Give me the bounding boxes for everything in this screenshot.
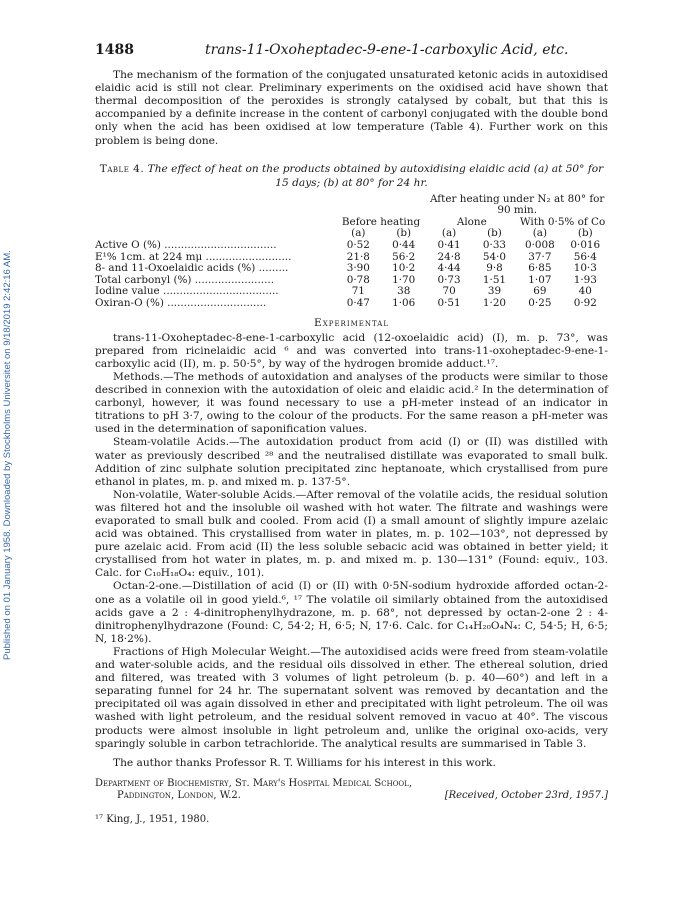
cell: 0·47 [346,297,370,309]
cell: 0·92 [573,297,597,309]
cell: 69 [533,285,547,298]
cell: 0·016 [570,239,601,252]
table-caption-text: The effect of heat on the products obtained by autoxidising elaidic acid (a) at 50° for 15 days; (b) at 80° for 24 hr. [147,162,604,189]
cell: 39 [487,285,502,298]
cell: 0·33 [482,239,507,252]
running-title: trans-11-Oxoheptadec-9-ene-1-carboxylic Acid, etc. [205,42,569,58]
cell: 0·51 [437,297,461,309]
row-label: 8- and 11-Oxoelaidic acids (%) ......... [95,263,289,275]
row-label: Iodine value ................................... [95,286,279,298]
page-body [95,44,608,826]
cell: 1·93 [573,273,597,286]
cell: 0·41 [437,239,461,252]
page-number: 1488 [95,42,134,58]
cell: 0·73 [437,273,461,286]
intro-paragraph: The mechanism of the formation of the conjugated unsaturated ketonic acids in autoxidised elaidic acid is still not clear. Preliminary experiments on the oxidised acid have shown that thermal decomposition of the peroxides is strongly catalysed by cobalt, but that this is accompanied by a definite increase in the content of carbonyl conjugated with the double bond only when the acid has been oxidised at low temperature (Table 4). Further work on this problem is being done. [95,69,608,147]
paragraph-steam-volatile: Steam-volatile Acids.—The autoxidation product from acid (I) or (II) was distilled with water as previously described ²⁸ and the neutralised distillate was evaporated to small bulk. Addition of zinc sulphate solution precipitated zinc heptanoate, which crystallised from pure ethanol in plates, m. p. and mixed m. p. 137·5°. [95,436,608,488]
paragraph-preparation: trans-11-Oxoheptadec-8-ene-1-carboxylic acid (12-oxoelaidic acid) (I), m. p. 73°, was prepared from ricinelaidic acid ⁶ and was converted into trans-11-oxoheptadec-9-ene-1-carboxylic acid (II), m. p. 50·5°, by way of the hydrogen bromide adduct.¹⁷. [95,331,608,370]
subhead-b: (b) [396,227,412,240]
row-label: Total carbonyl (%) ........................ [95,274,275,286]
cell: 56·2 [392,250,416,263]
cell: 70 [442,285,456,298]
paragraph-octanone: Octan-2-one.—Distillation of acid (I) or (II) with 0·5N-sodium hydroxide afforded octan-2-one as a volatile oil in good yield.⁶, ¹⁷ The volatile oil similarly obtained from the autoxidised acids gave a 2 : 4-dinitrophenylhydrazone, m. p. 68°, not depressed by octan-2-one 2 : 4-dinitrophenylhydrazone (Found: C, 54·2; H, 6·5; N, 17·6. Calc. for C₁₄H₂₀O₄N₄: C, 54·5; H, 6·5; N, 18·2%). [95,580,608,645]
table-row [95,240,608,252]
acknowledgement: The author thanks Professor R. T. Williams for his interest in this work. [113,756,496,769]
cell: 1·06 [392,297,416,309]
department-line-2: Paddington, London, W.2. [117,790,241,802]
paragraph-methods: Methods.—The methods of autoxidation and analyses of the products were similar to those described in connexion with the autoxidation of oleic and elaidic acid.² In the determination of carbonyl, however, it was found necessary to use a pH-meter instead of an indicator in titrations to pH 3·7, owing to the colour of the products. For the same reason a pH-meter was used in the determination of saponification values. [95,370,608,436]
subhead-a: (a) [351,227,366,240]
department-line-1: Department of Biochemistry, St. Mary's Hospital Medical School, [95,777,412,789]
cell: 0·25 [528,297,552,309]
row-label: E¹% 1cm. at 224 mμ .......................... [95,251,292,263]
cell: 0·008 [524,239,555,252]
cell: 9·8 [486,262,503,275]
paragraph-high-mw: Fractions of High Molecular Weight.—The autoxidised acids were freed from steam-volatile and water-soluble acids, and the residual oils dissolved in ether. The ethereal solution, dried and filtered, was treated with 3 volumes of light petroleum (b. p. 40—60°) and left in a separating funnel for 24 hr. The supernatant solvent was removed by decantation and the precipitated oil was again dissolved in ether and precipitated with light petroleum. The oil was washed with light petroleum, and the residual solvent removed in vacuo at 40°. The viscous products were almost insoluble in light petroleum and, unlike the original oxo-acids, very sparingly soluble in carbon tetrachloride. The analytical results are summarised in Table 3. [95,645,608,750]
subhead-b: (b) [487,227,502,240]
after-heating-header: After heating under N₂ at 80° for 90 min. [429,192,605,217]
cell: 0·44 [392,239,416,252]
paragraph-non-volatile: Non-volatile, Water-soluble Acids.—After removal of the volatile acids, the residual solution was filtered hot and the insoluble oil washed with hot water. The filtrate and washings were evaporated to small bulk and cooled. From acid (I) a small amount of slightly impure azelaic acid was obtained. This crystallised from water in plates, m. p. 102—103°, not depressed by pure azelaic acid. From acid (II) the less soluble sebacic acid was obtained in better yield; it crystallised from hot water in plates, m. p. and mixed m. p. 130—131° (Found: equiv., 103. Calc. for C₁₀H₁₈O₄: equiv., 101). [95,488,608,580]
department-address [95,778,608,803]
cell: 24·8 [437,250,461,263]
group-with-co: With 0·5% of Co [519,215,606,228]
cell: 1·51 [482,273,507,286]
cell: 0·78 [346,273,370,286]
section-heading: Experimental [314,316,389,329]
cell: 37·7 [528,250,552,263]
subhead-a: (a) [532,227,548,240]
group-alone: Alone [456,215,487,228]
cell: 54·0 [482,250,507,263]
cell: 56·4 [573,250,597,263]
cell: 10·2 [392,262,416,275]
table-label: Table 4. [99,162,145,175]
cell: 3·90 [346,262,370,275]
subhead-a: (a) [441,227,457,240]
group-before-heating: Before heating [341,215,421,228]
table-caption [95,162,608,190]
cell: 10·3 [573,262,597,275]
cell: 38 [397,285,411,298]
cell: 1·70 [392,273,416,286]
row-label: Oxiran-O (%) .............................. [95,298,267,309]
cell: 40 [578,285,592,298]
received-date: [Received, October 23rd, 1957.] [444,790,608,802]
footnote: ¹⁷ King, J., 1951, 1980. [95,813,210,825]
row-label: Active O (%) .................................. [95,240,277,252]
page-header [95,44,608,57]
table-4 [95,194,608,310]
subhead-b: (b) [577,227,593,240]
publication-sidebar: Published on 01 January 1958. Downloaded by Stockholms Universitet on 9/18/2019 2:42:16 AM. [2,250,13,660]
cell: 1·20 [482,297,507,309]
table-row [95,298,608,310]
cell: 21·8 [346,250,370,263]
cell: 4·44 [437,262,461,275]
cell: 0·52 [346,239,370,252]
cell: 6·85 [528,262,552,275]
cell: 1·07 [528,273,552,286]
cell: 71 [351,285,365,298]
